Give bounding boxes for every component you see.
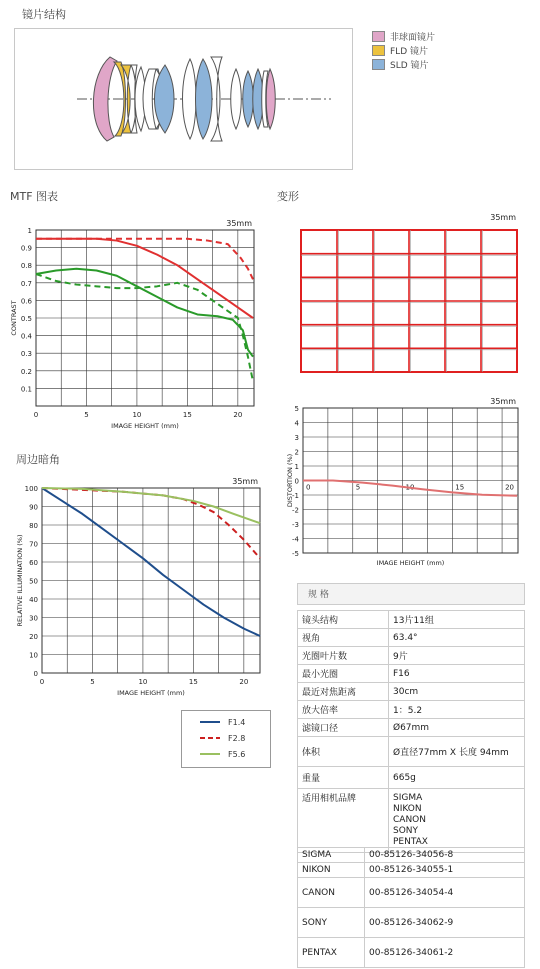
spec-row	[298, 789, 525, 853]
y-axis-label: RELATIVE ILLUMINATION (%)	[16, 534, 24, 627]
y-tick-label: 0.9	[20, 244, 32, 253]
y-tick-label: 3	[294, 434, 299, 442]
x-tick-label: 5	[355, 483, 361, 492]
product-code: 00-85126-34055-1	[365, 863, 525, 878]
lens-diagram	[15, 29, 352, 169]
y-tick-label: 100	[24, 485, 38, 493]
spec-label: 适用相机品牌	[298, 789, 389, 853]
y-tick-label: 50	[29, 577, 38, 586]
y-tick-label: 0.4	[20, 332, 32, 341]
x-tick-label: 20	[505, 483, 514, 492]
mtf-title: MTF 图表	[10, 190, 59, 203]
spec-label: 最小光圈	[298, 665, 389, 683]
spec-value: F16	[389, 665, 525, 683]
corner-label: 35mm	[490, 397, 516, 406]
y-tick-label: 5	[294, 405, 299, 413]
spec-value: 665g	[389, 767, 525, 789]
y-tick-label: 0.1	[20, 385, 32, 394]
x-tick-label: 10	[138, 678, 148, 686]
lens-structure-title: 镜片结构	[22, 8, 66, 21]
spec-value: 30cm	[389, 683, 525, 701]
y-tick-label: 20	[29, 633, 38, 641]
y-tick-label: -3	[292, 521, 299, 529]
y-tick-label: 0.2	[20, 367, 32, 376]
x-tick-label: 0	[39, 678, 45, 686]
mtf-chart	[8, 208, 270, 436]
spec-row	[298, 683, 525, 701]
code-row	[298, 848, 525, 863]
code-row	[298, 863, 525, 878]
f14-legend-label: F1.4	[228, 718, 246, 727]
spec-value: 9片	[389, 647, 525, 665]
spec-row	[298, 701, 525, 719]
x-tick-label: 5	[90, 678, 95, 686]
x-tick-label: 15	[188, 678, 198, 686]
fld-swatch	[372, 45, 385, 56]
y-tick-label: 2	[294, 448, 299, 457]
product-code: 00-85126-34056-8	[365, 848, 525, 863]
codes-table	[297, 847, 525, 968]
sld-swatch	[372, 59, 385, 70]
spec-label: 重量	[298, 767, 389, 789]
y-tick-label: 0.3	[20, 350, 32, 359]
spec-label: 体积	[298, 737, 389, 767]
f28-legend-label: F2.8	[228, 734, 246, 743]
corner-label: 35mm	[232, 477, 258, 486]
spec-row	[298, 767, 525, 789]
y-tick-label: -4	[292, 535, 299, 544]
vignetting-legend	[181, 710, 271, 768]
y-tick-label: 30	[29, 614, 38, 623]
y-tick-label: -5	[292, 550, 299, 558]
spec-value: SIGMA NIKON CANON SONY PENTAX	[389, 789, 525, 853]
spec-row	[298, 719, 525, 737]
lens-diagram-frame	[14, 28, 353, 170]
spec-label: 镜头结构	[298, 611, 389, 629]
aspherical-swatch	[372, 31, 385, 42]
corner-label: 35mm	[226, 219, 252, 228]
spec-row	[298, 611, 525, 629]
y-tick-label: 90	[29, 503, 38, 512]
f56-legend-label: F5.6	[228, 750, 246, 759]
legend-label: FLD 镜片	[390, 47, 428, 57]
y-tick-label: 0.6	[20, 297, 32, 306]
specs-header: 规 格	[297, 583, 525, 605]
distortion-chart	[283, 395, 528, 580]
legend-sld	[372, 58, 429, 71]
spec-value: Ø直径77mm X 长度 94mm	[389, 737, 525, 767]
specs-table	[297, 610, 525, 853]
x-tick-label: 0	[33, 411, 39, 419]
x-tick-label: 5	[84, 411, 89, 419]
y-tick-label: 0	[294, 477, 299, 486]
spec-value: 13片11组	[389, 611, 525, 629]
spec-row	[298, 737, 525, 767]
spec-label: 滤镜口径	[298, 719, 389, 737]
legend-aspherical	[372, 30, 435, 43]
y-tick-label: 70	[29, 540, 38, 549]
y-tick-label: 0.7	[20, 279, 32, 288]
product-code: 00-85126-34054-4	[365, 878, 525, 908]
spec-row	[298, 629, 525, 647]
y-axis-label: DISTORTION (%)	[286, 453, 294, 508]
x-axis-label: IMAGE HEIGHT (mm)	[376, 559, 445, 567]
x-tick-label: 10	[132, 411, 142, 419]
y-tick-label: 4	[294, 419, 299, 428]
brand-name: CANON	[298, 878, 365, 908]
distortion-grid-corner-label: 35mm	[490, 213, 516, 222]
y-tick-label: -1	[292, 492, 299, 500]
x-tick-label: 0	[306, 483, 311, 492]
legend-label: SLD 镜片	[390, 61, 429, 71]
vignetting-title: 周边暗角	[16, 453, 60, 466]
x-tick-label: 20	[239, 678, 249, 686]
y-tick-label: 1	[27, 227, 32, 235]
spec-row	[298, 647, 525, 665]
x-tick-label: 15	[182, 411, 192, 419]
y-tick-label: 1	[294, 463, 299, 471]
vignetting-chart	[12, 472, 268, 702]
legend-label: 非球面镜片	[390, 33, 436, 43]
legend-lines	[182, 711, 270, 767]
code-row	[298, 908, 525, 938]
brand-name: SONY	[298, 908, 365, 938]
y-tick-label: 0	[33, 670, 38, 678]
distortion-title: 变形	[277, 190, 299, 203]
spec-label: 视角	[298, 629, 389, 647]
spec-label: 放大倍率	[298, 701, 389, 719]
product-code: 00-85126-34062-9	[365, 908, 525, 938]
brand-name: NIKON	[298, 863, 365, 878]
x-axis-label: IMAGE HEIGHT (mm)	[117, 689, 185, 697]
distortion-grid-chart	[298, 208, 523, 380]
x-tick-label: 20	[233, 411, 243, 419]
x-axis-label: IMAGE HEIGHT (mm)	[111, 422, 179, 430]
y-tick-label: 0.5	[20, 315, 32, 323]
spec-value: Ø67mm	[389, 719, 525, 737]
spec-label: 光圈叶片数	[298, 647, 389, 665]
x-tick-label: 10	[405, 483, 415, 492]
y-tick-label: 40	[29, 596, 38, 604]
code-row	[298, 878, 525, 908]
product-code: 00-85126-34061-2	[365, 938, 525, 968]
y-tick-label: 80	[29, 522, 38, 530]
y-tick-label: 10	[29, 651, 38, 660]
legend-fld	[372, 44, 428, 57]
x-tick-label: 15	[455, 483, 465, 492]
spec-label: 最近对焦距离	[298, 683, 389, 701]
spec-value: 63.4°	[389, 629, 525, 647]
y-tick-label: 60	[29, 559, 38, 567]
y-tick-label: 0.8	[20, 262, 32, 271]
spec-value: 1：5.2	[389, 701, 525, 719]
y-tick-label: -2	[292, 506, 299, 515]
brand-name: SIGMA	[298, 848, 365, 863]
brand-name: PENTAX	[298, 938, 365, 968]
spec-row	[298, 665, 525, 683]
y-axis-label: CONTRAST	[10, 300, 18, 336]
code-row	[298, 938, 525, 968]
